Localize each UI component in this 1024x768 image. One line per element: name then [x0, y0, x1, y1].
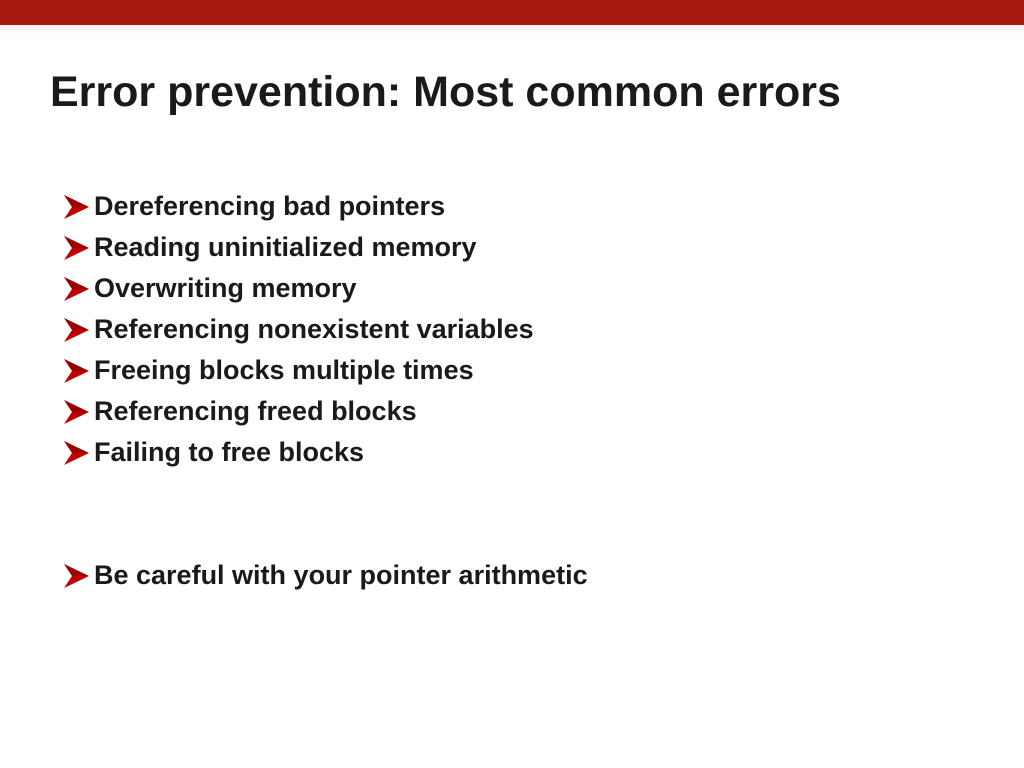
error-list-item-text: Failing to free blocks	[94, 437, 365, 467]
error-list-item	[62, 309, 534, 350]
arrow-bullet-icon	[62, 192, 92, 222]
advice-list	[62, 555, 588, 596]
arrow-bullet-icon	[62, 356, 92, 386]
error-list-item	[62, 391, 534, 432]
arrow-bullet-icon	[62, 274, 92, 304]
arrow-bullet-icon	[62, 397, 92, 427]
error-list-item-text: Reading uninitialized memory	[94, 232, 477, 262]
slide-title: Error prevention: Most common errors	[50, 68, 841, 116]
error-list-item-text: Referencing nonexistent variables	[94, 314, 534, 344]
error-list-item	[62, 350, 534, 391]
top-bar-shadow	[0, 25, 1024, 35]
advice-list-item	[62, 555, 588, 596]
error-list-item-text: Overwriting memory	[94, 273, 357, 303]
top-accent-bar	[0, 0, 1024, 25]
error-list-item	[62, 268, 534, 309]
error-list	[62, 186, 534, 473]
error-list-item-text: Referencing freed blocks	[94, 396, 417, 426]
error-list-item	[62, 432, 534, 473]
arrow-bullet-icon	[62, 315, 92, 345]
arrow-bullet-icon	[62, 438, 92, 468]
error-list-item-text: Freeing blocks multiple times	[94, 355, 474, 385]
error-list-item-text: Dereferencing bad pointers	[94, 191, 446, 221]
advice-list-item-text: Be careful with your pointer arithmetic	[94, 560, 588, 590]
arrow-bullet-icon	[62, 561, 92, 591]
arrow-bullet-icon	[62, 233, 92, 263]
error-list-item	[62, 186, 534, 227]
error-list-item	[62, 227, 534, 268]
